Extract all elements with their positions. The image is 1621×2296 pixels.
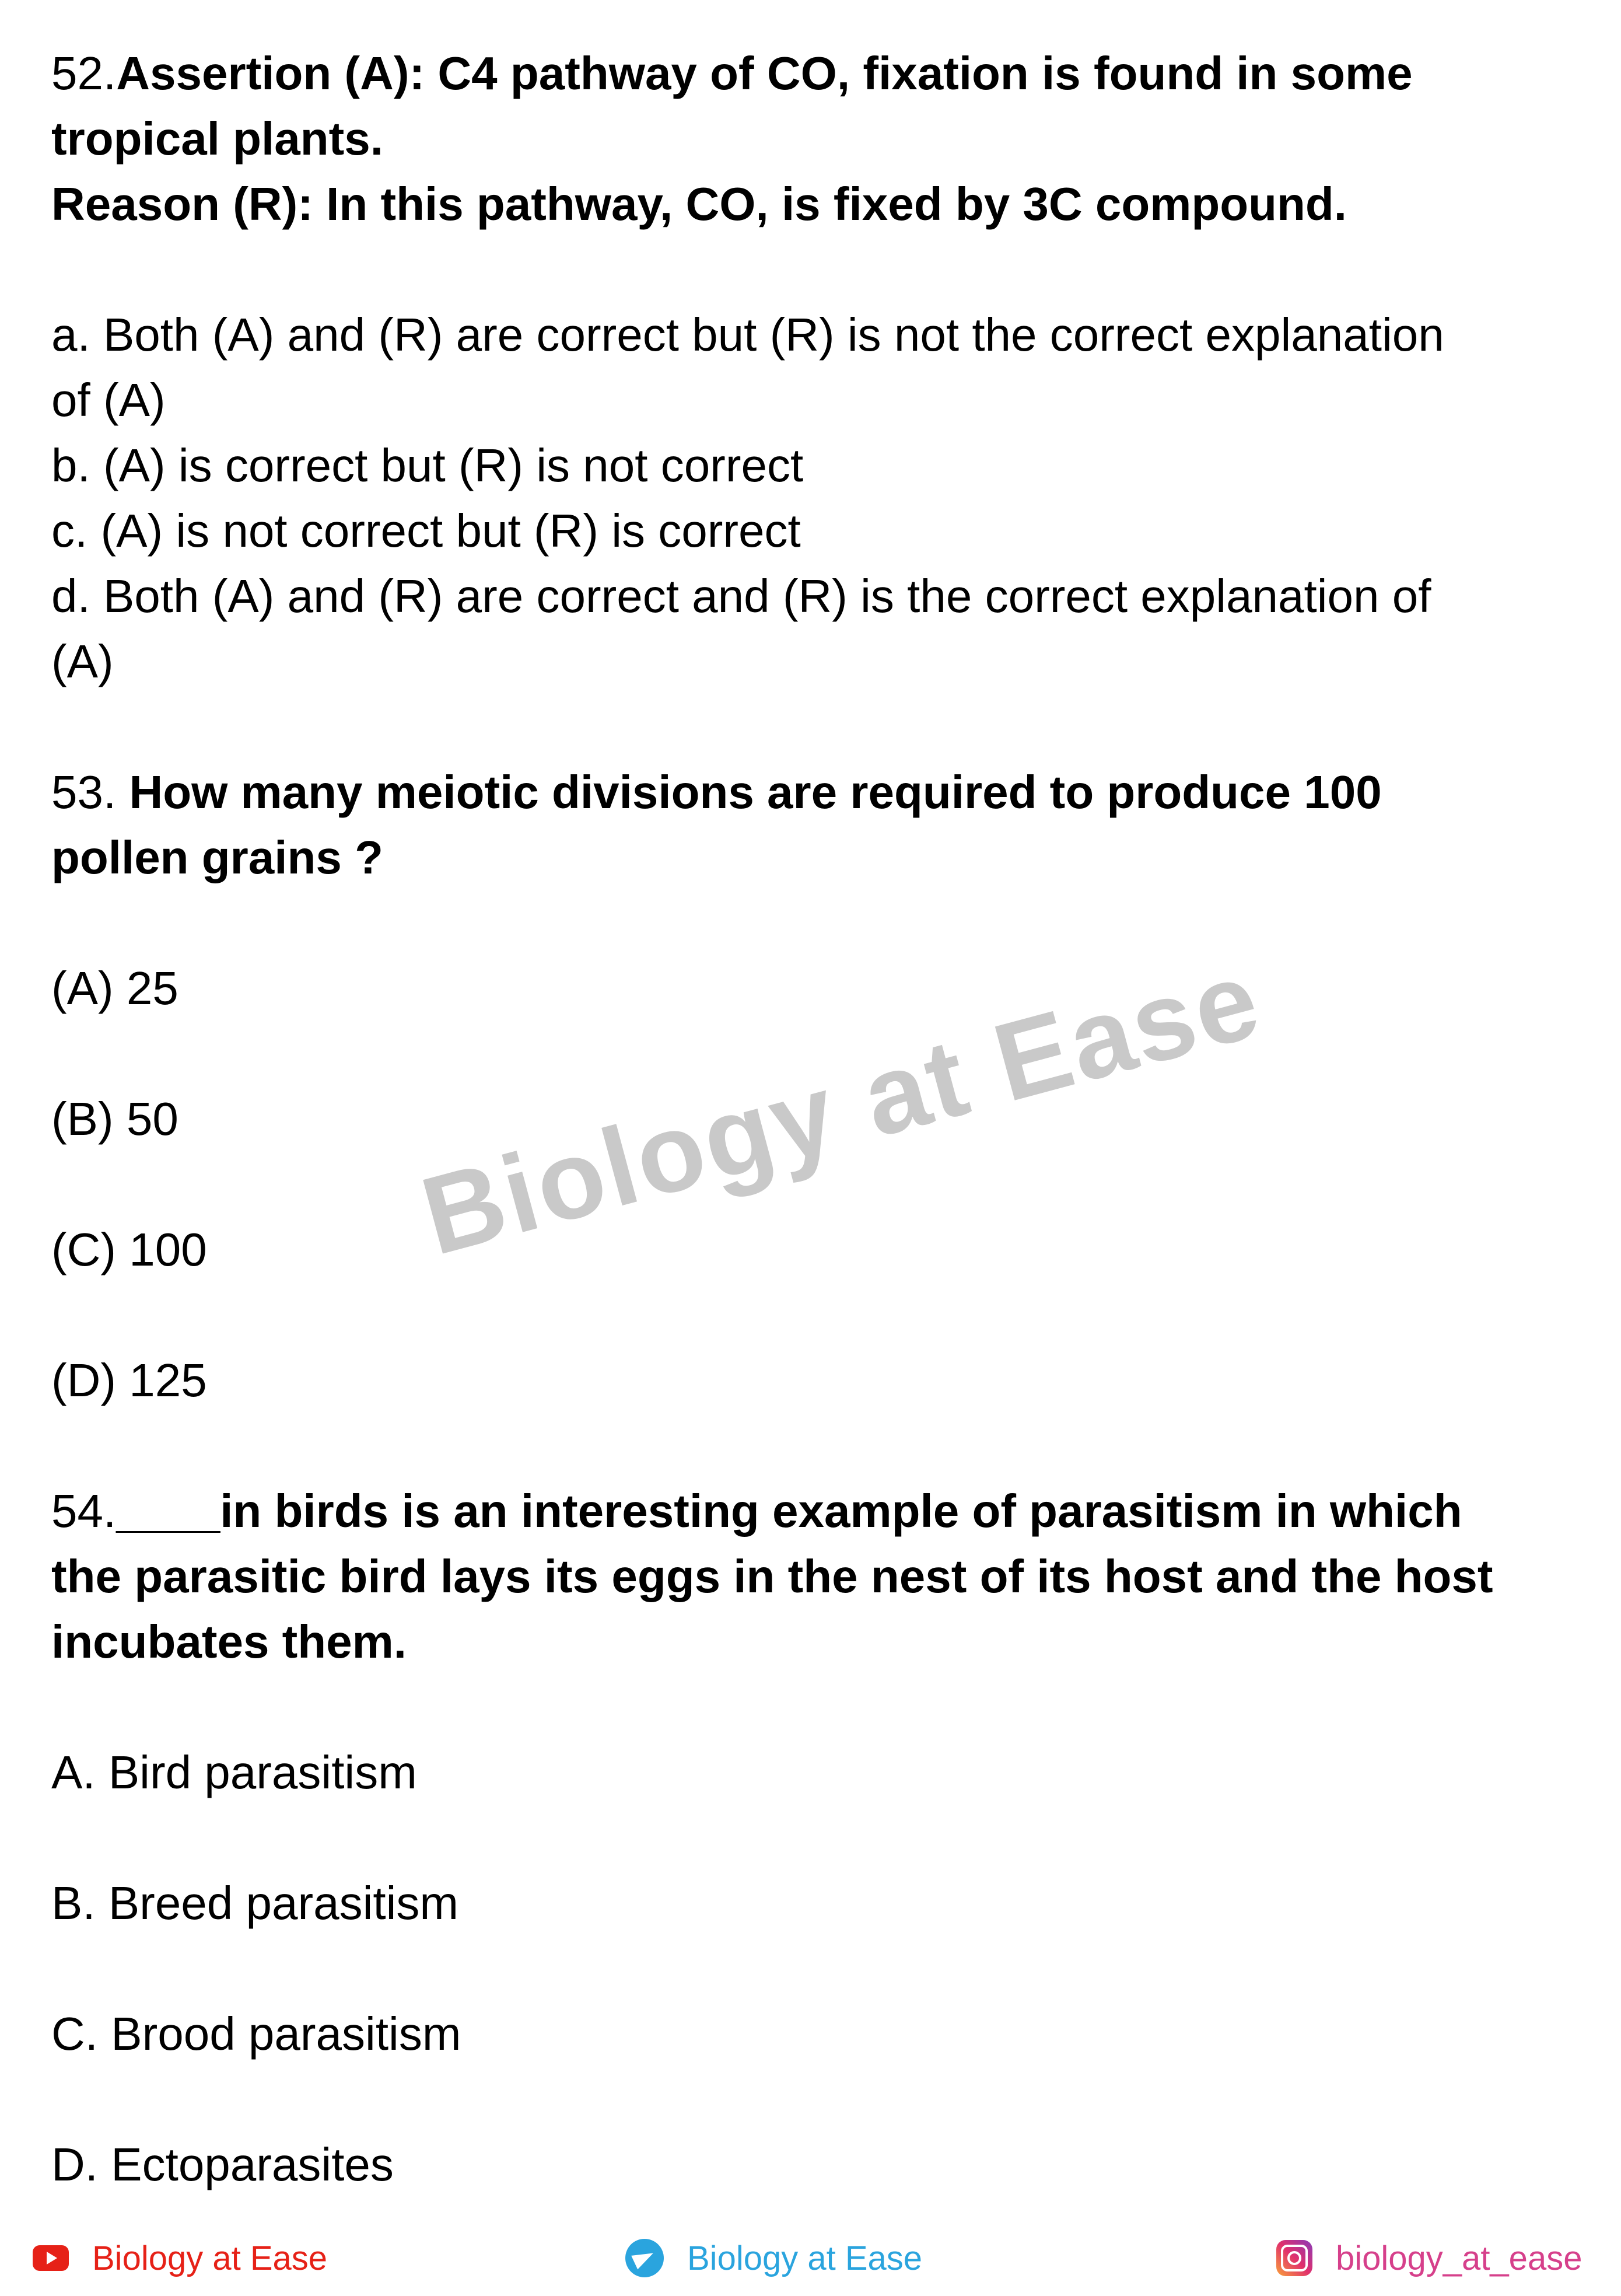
q54-question: ____in birds is an interesting example of parasitism in which	[116, 1485, 1462, 1537]
q52-option-d-cont: (A)	[51, 635, 114, 687]
q52-option-a-cont: of (A)	[51, 374, 166, 426]
q52-option-d: d. Both (A) and (R) are correct and (R) is the correct explanation of	[51, 570, 1431, 622]
q53-option-c: (C) 100	[51, 1224, 207, 1275]
footer-youtube-link[interactable]	[33, 2229, 327, 2287]
q52-reason: Reason (R): In this pathway, CO, is fixed by 3C compound.	[51, 178, 1347, 230]
q52-assertion: Assertion (A): C4 pathway of CO, fixation is found in some	[116, 47, 1413, 99]
instagram-icon	[1276, 2240, 1312, 2276]
q53-option-a: (A) 25	[51, 962, 178, 1014]
q52-assertion-cont: tropical plants.	[51, 113, 383, 165]
q53-question: How many meiotic divisions are required to produce 100	[129, 766, 1382, 818]
q54-option-a: A. Bird parasitism	[51, 1746, 417, 1798]
q54-option-d: D. Ectoparasites	[51, 2138, 394, 2190]
footer-telegram-link[interactable]	[625, 2229, 922, 2287]
q52-option-c: c. (A) is not correct but (R) is correct	[51, 505, 801, 557]
q52-line-1	[51, 41, 1591, 106]
q54-number: 54.	[51, 1485, 117, 1537]
q54-question-cont-2: incubates them.	[51, 1616, 407, 1668]
telegram-icon	[625, 2239, 664, 2277]
footer-youtube-label: Biology at Ease	[92, 2239, 328, 2277]
q53-line-1	[51, 760, 1591, 825]
q53-option-d: (D) 125	[51, 1354, 207, 1406]
q52-number: 52.	[51, 47, 117, 99]
watermark: Biology at Ease	[409, 936, 1273, 1279]
footer-instagram-label: biology_at_ease	[1336, 2239, 1583, 2277]
q53-option-b: (B) 50	[51, 1093, 178, 1145]
footer	[0, 2229, 1621, 2287]
q52-option-b: b. (A) is correct but (R) is not correct	[51, 439, 804, 491]
q54-question-cont-1: the parasitic bird lays its eggs in the nest of its host and the host	[51, 1550, 1493, 1602]
footer-telegram-label: Biology at Ease	[687, 2239, 923, 2277]
youtube-icon	[33, 2245, 69, 2271]
q52-option-a: a. Both (A) and (R) are correct but (R) is not the correct explanation	[51, 309, 1444, 361]
footer-instagram-link[interactable]	[1276, 2229, 1582, 2287]
q54-line-1	[51, 1479, 1591, 1544]
q54-option-b: B. Breed parasitism	[51, 1877, 459, 1929]
q54-option-c: C. Brood parasitism	[51, 2008, 461, 2060]
q53-question-cont: pollen grains ?	[51, 831, 383, 883]
q53-number: 53.	[51, 766, 129, 818]
